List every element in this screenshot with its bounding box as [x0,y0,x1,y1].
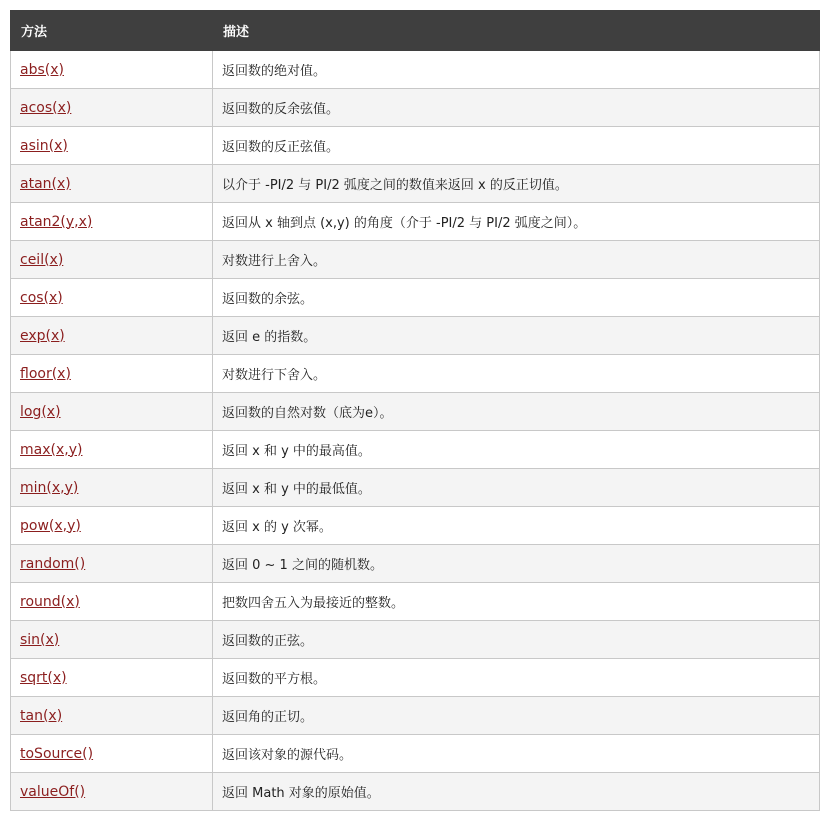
method-cell [11,659,213,697]
method-link[interactable]: random() [20,555,86,572]
header-method: 方法 [11,11,213,51]
method-link[interactable]: min(x,y) [20,479,79,496]
description-cell: 返回数的反正弦值。 [213,127,820,165]
method-cell [11,203,213,241]
method-link[interactable]: atan2(y,x) [20,213,93,230]
method-cell [11,773,213,811]
method-cell [11,279,213,317]
table-row [11,773,820,811]
method-cell [11,51,213,89]
description-cell: 返回该对象的源代码。 [213,735,820,773]
description-cell: 返回 e 的指数。 [213,317,820,355]
table-row [11,583,820,621]
table-row [11,393,820,431]
description-cell: 返回从 x 轴到点 (x,y) 的角度（介于 -PI/2 与 PI/2 弧度之间）。 [213,203,820,241]
table-row [11,51,820,89]
method-cell [11,697,213,735]
description-cell: 返回 Math 对象的原始值。 [213,773,820,811]
table-row [11,89,820,127]
description-cell: 返回数的自然对数（底为e）。 [213,393,820,431]
method-cell [11,583,213,621]
table-row [11,355,820,393]
method-link[interactable]: exp(x) [20,327,65,344]
method-cell [11,621,213,659]
method-link[interactable]: cos(x) [20,289,63,306]
method-link[interactable]: atan(x) [20,175,71,192]
table-row [11,507,820,545]
math-methods-table-container [10,10,819,811]
table-row [11,735,820,773]
table-row [11,545,820,583]
method-cell [11,545,213,583]
method-cell [11,165,213,203]
method-cell [11,735,213,773]
method-cell [11,317,213,355]
table-row [11,279,820,317]
description-cell: 返回数的平方根。 [213,659,820,697]
method-cell [11,507,213,545]
method-link[interactable]: sqrt(x) [20,669,67,686]
description-cell: 返回数的余弦。 [213,279,820,317]
method-link[interactable]: tan(x) [20,707,63,724]
table-row [11,203,820,241]
description-cell: 以介于 -PI/2 与 PI/2 弧度之间的数值来返回 x 的反正切值。 [213,165,820,203]
description-cell: 对数进行下舍入。 [213,355,820,393]
description-cell: 返回 x 和 y 中的最低值。 [213,469,820,507]
method-cell [11,355,213,393]
table-body [11,51,820,811]
method-cell [11,89,213,127]
description-cell: 对数进行上舍入。 [213,241,820,279]
method-cell [11,469,213,507]
table-row [11,241,820,279]
method-link[interactable]: acos(x) [20,99,72,116]
table-row [11,317,820,355]
table-row [11,431,820,469]
method-link[interactable]: abs(x) [20,61,64,78]
method-link[interactable]: pow(x,y) [20,517,81,534]
method-link[interactable]: sin(x) [20,631,60,648]
description-cell: 把数四舍五入为最接近的整数。 [213,583,820,621]
description-cell: 返回数的绝对值。 [213,51,820,89]
method-cell [11,127,213,165]
method-link[interactable]: ceil(x) [20,251,64,268]
method-cell [11,393,213,431]
method-link[interactable]: log(x) [20,403,61,420]
table-row [11,659,820,697]
table-header [11,11,820,51]
description-cell: 返回数的正弦。 [213,621,820,659]
table-row [11,165,820,203]
description-cell: 返回 x 的 y 次幂。 [213,507,820,545]
table-row [11,621,820,659]
table-row [11,469,820,507]
method-cell [11,431,213,469]
header-description: 描述 [213,11,820,51]
method-link[interactable]: asin(x) [20,137,68,154]
description-cell: 返回数的反余弦值。 [213,89,820,127]
method-cell [11,241,213,279]
description-cell: 返回角的正切。 [213,697,820,735]
table-row [11,127,820,165]
method-link[interactable]: valueOf() [20,783,86,800]
table-header-row [11,11,820,51]
math-methods-table [10,10,820,811]
description-cell: 返回 0 ~ 1 之间的随机数。 [213,545,820,583]
description-cell: 返回 x 和 y 中的最高值。 [213,431,820,469]
method-link[interactable]: floor(x) [20,365,71,382]
table-row [11,697,820,735]
method-link[interactable]: max(x,y) [20,441,83,458]
method-link[interactable]: round(x) [20,593,80,610]
method-link[interactable]: toSource() [20,745,94,762]
